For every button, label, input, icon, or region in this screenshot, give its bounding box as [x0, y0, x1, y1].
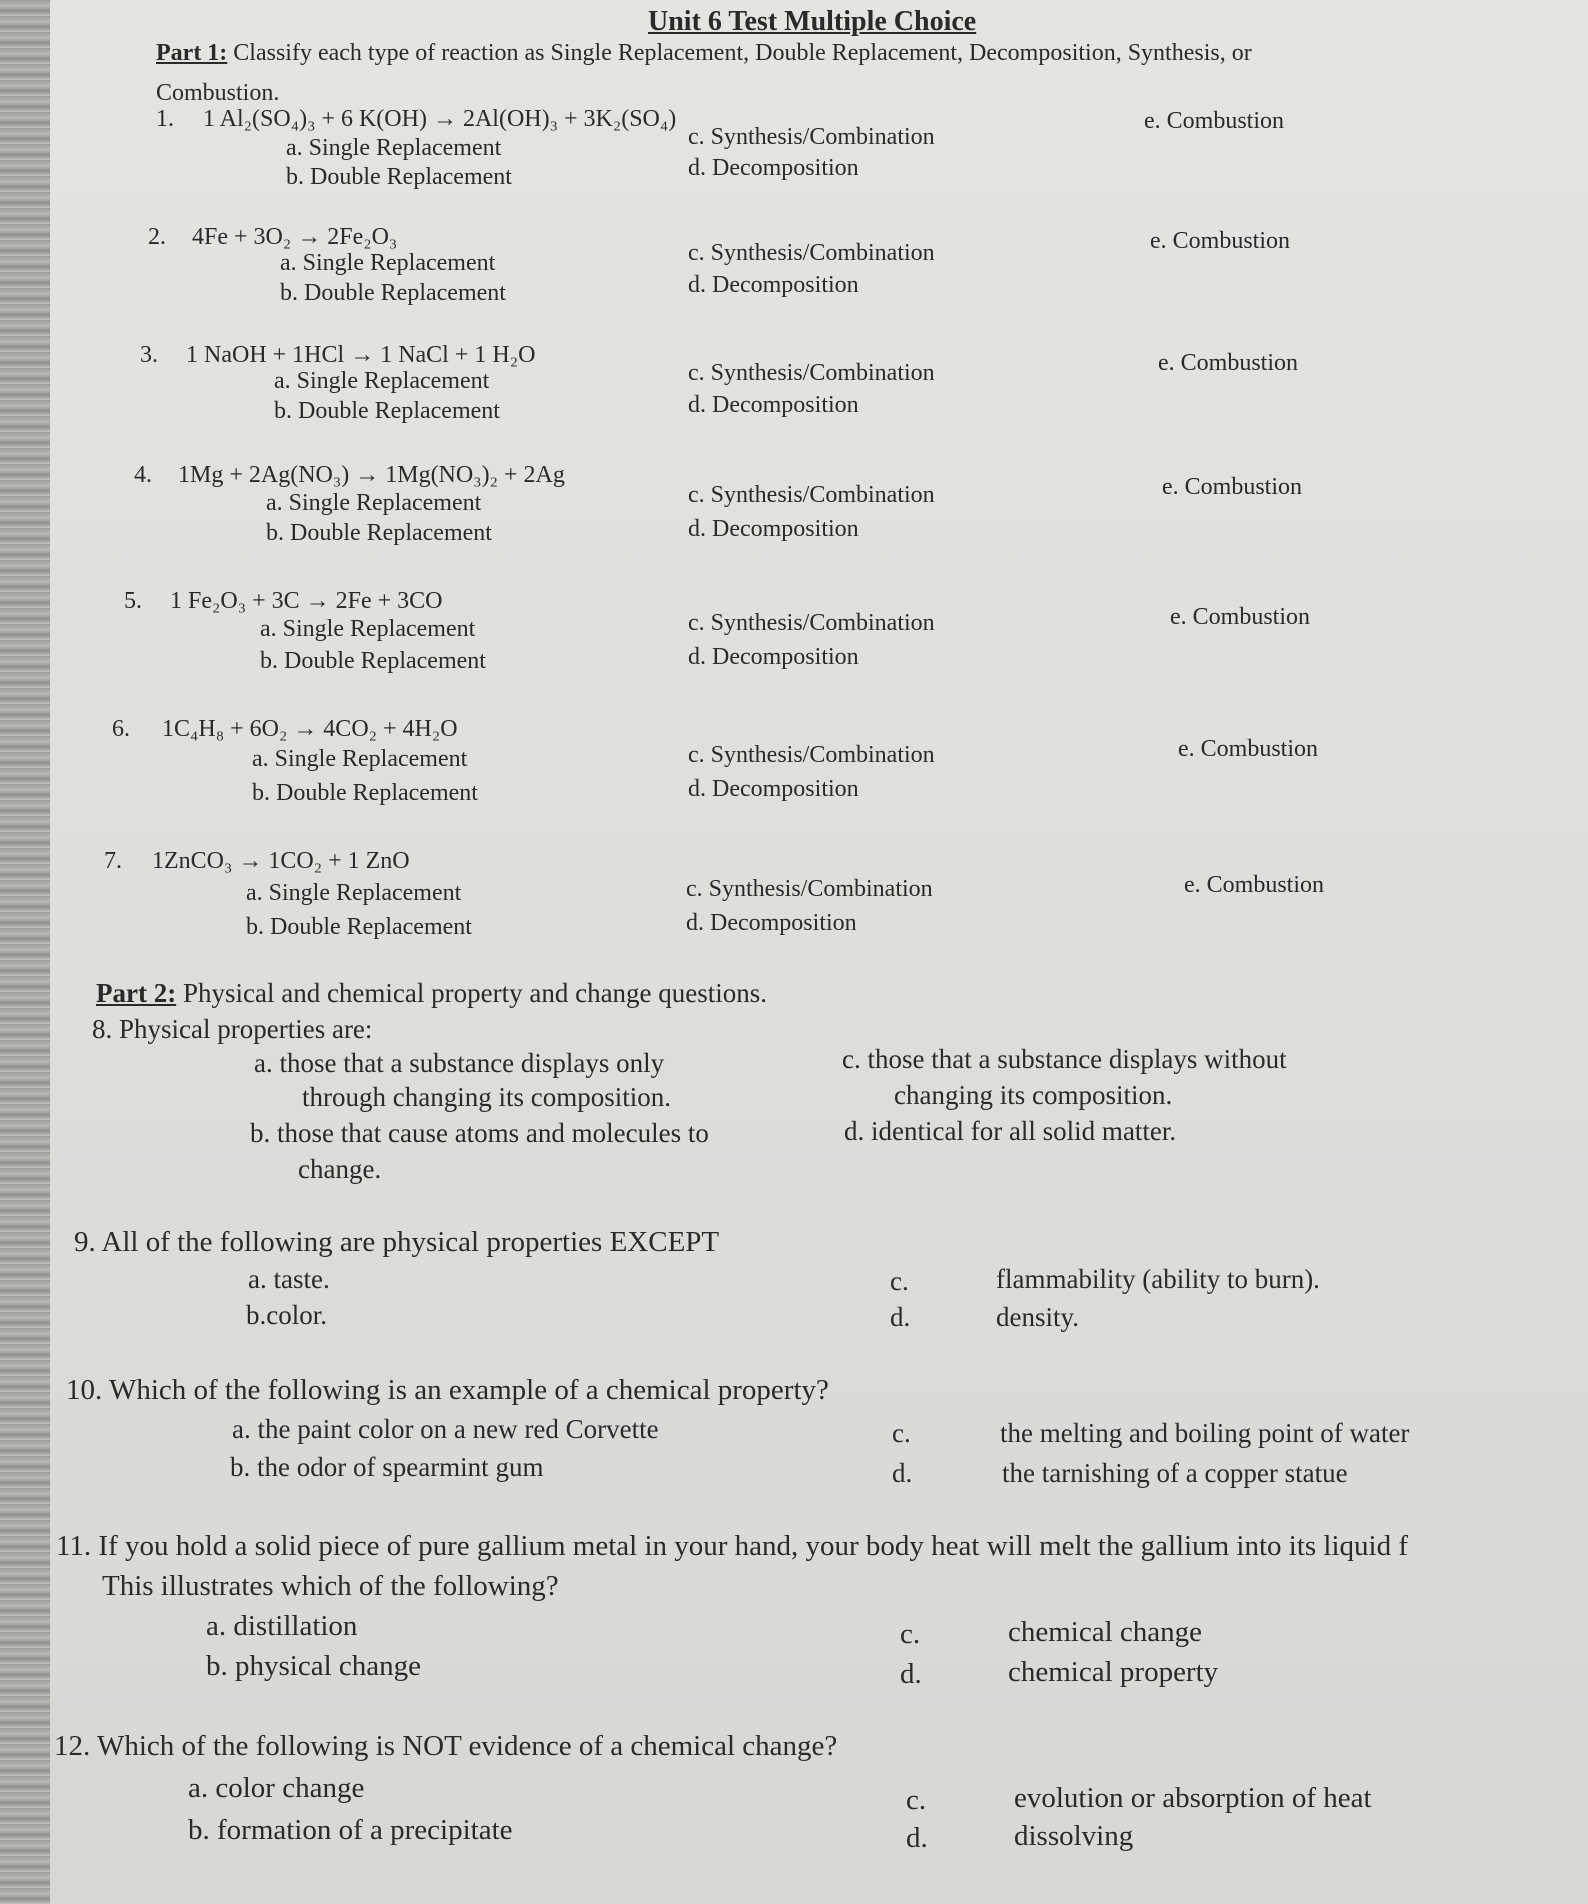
- q12-option-c[interactable]: evolution or absorption of heat: [1014, 1782, 1372, 1814]
- q4-equation: 1Mg + 2Ag(NO₃) → 1Mg(NO₃)₂ + 2Ag: [178, 462, 565, 488]
- q12-stem: 12. Which of the following is NOT evidence of a chemical change?: [54, 1730, 838, 1762]
- q12-option-a[interactable]: a. color change: [188, 1772, 365, 1804]
- q10-option-d[interactable]: the tarnishing of a copper statue: [1002, 1458, 1348, 1488]
- q12-option-d-letter: d.: [906, 1822, 928, 1854]
- q1-option-b[interactable]: b. Double Replacement: [286, 164, 512, 190]
- part2-heading: [96, 978, 767, 1009]
- q7-option-c[interactable]: c. Synthesis/Combination: [686, 876, 933, 902]
- q7-option-b[interactable]: b. Double Replacement: [246, 914, 472, 940]
- q10-option-a[interactable]: a. the paint color on a new red Corvette: [232, 1414, 659, 1444]
- q5-option-e[interactable]: e. Combustion: [1170, 604, 1311, 630]
- q11-option-c[interactable]: chemical change: [1008, 1616, 1203, 1648]
- part1-instructions-line2: Combustion.: [156, 80, 280, 106]
- q3-equation: 1 NaOH + 1HCl → 1 NaCl + 1 H₂O: [186, 342, 536, 368]
- q6-option-b[interactable]: b. Double Replacement: [252, 780, 478, 806]
- q2-option-d[interactable]: d. Decomposition: [688, 272, 859, 298]
- q11-option-a[interactable]: a. distillation: [206, 1610, 358, 1642]
- part2-label: Part 2:: [96, 978, 177, 1008]
- q9-option-d-letter: d.: [890, 1302, 911, 1332]
- q4-number: 4.: [134, 462, 152, 488]
- part2-heading-text: Physical and chemical property and change questions.: [182, 978, 768, 1008]
- q4-option-e[interactable]: e. Combustion: [1162, 474, 1303, 500]
- q3-option-b[interactable]: b. Double Replacement: [274, 398, 500, 424]
- q1-number: 1.: [156, 106, 174, 132]
- q9-option-d[interactable]: density.: [996, 1302, 1079, 1332]
- q9-option-c-letter: c.: [890, 1266, 909, 1296]
- q9-option-a[interactable]: a. taste.: [248, 1264, 330, 1294]
- q8-option-c[interactable]: c. those that a substance displays without: [842, 1044, 1287, 1074]
- q2-equation: 4Fe + 3O₂ → 2Fe₂O₃: [192, 224, 398, 250]
- q10-option-b[interactable]: b. the odor of spearmint gum: [230, 1452, 544, 1482]
- q8-option-a-cont: through changing its composition.: [302, 1082, 671, 1112]
- part1-instructions-line1: Classify each type of reaction as Single Replacement, Double Replacement, Decomposition, Synthesis, or: [233, 40, 1252, 66]
- q12-option-c-letter: c.: [906, 1784, 927, 1816]
- q8-option-a[interactable]: a. those that a substance displays only: [254, 1048, 665, 1078]
- q11-option-d-letter: d.: [900, 1658, 922, 1690]
- q12-option-b[interactable]: b. formation of a precipitate: [188, 1814, 513, 1846]
- q2-number: 2.: [148, 224, 166, 250]
- q11-option-b[interactable]: b. physical change: [206, 1650, 422, 1682]
- q2-option-c[interactable]: c. Synthesis/Combination: [688, 240, 935, 266]
- q5-option-b[interactable]: b. Double Replacement: [260, 648, 486, 674]
- q10-option-c[interactable]: the melting and boiling point of water: [1000, 1418, 1410, 1448]
- q3-option-e[interactable]: e. Combustion: [1158, 350, 1299, 376]
- q10-option-d-letter: d.: [892, 1458, 913, 1488]
- q4-option-d[interactable]: d. Decomposition: [688, 516, 859, 542]
- q8-option-d[interactable]: d. identical for all solid matter.: [844, 1116, 1177, 1146]
- q2-option-a[interactable]: a. Single Replacement: [280, 250, 496, 276]
- part1-instructions: [156, 40, 1252, 67]
- q1-option-a[interactable]: a. Single Replacement: [286, 135, 502, 161]
- q8-option-b[interactable]: b. those that cause atoms and molecules to: [250, 1118, 709, 1148]
- q8-stem: 8. Physical properties are:: [92, 1014, 373, 1044]
- q6-option-e[interactable]: e. Combustion: [1178, 736, 1319, 762]
- q11-stem: 11. If you hold a solid piece of pure gallium metal in your hand, your body heat will melt the gallium into its liquid f: [56, 1530, 1409, 1562]
- q3-option-c[interactable]: c. Synthesis/Combination: [688, 360, 935, 386]
- q3-option-a[interactable]: a. Single Replacement: [274, 368, 490, 394]
- q9-option-b[interactable]: b.color.: [246, 1300, 327, 1330]
- q2-option-b[interactable]: b. Double Replacement: [280, 280, 506, 306]
- q1-option-e[interactable]: e. Combustion: [1144, 108, 1285, 134]
- q8-option-b-cont: change.: [298, 1154, 382, 1184]
- q4-option-b[interactable]: b. Double Replacement: [266, 520, 492, 546]
- q6-option-c[interactable]: c. Synthesis/Combination: [688, 742, 935, 768]
- q10-option-c-letter: c.: [892, 1418, 911, 1448]
- q11-option-c-letter: c.: [900, 1618, 921, 1650]
- q3-number: 3.: [140, 342, 158, 368]
- q2-option-e[interactable]: e. Combustion: [1150, 228, 1291, 254]
- q1-equation: 1 Al₂(SO₄)₃ + 6 K(OH) → 2Al(OH)₃ + 3K₂(SO₄): [203, 106, 677, 132]
- q8-option-c-cont: changing its composition.: [894, 1080, 1173, 1110]
- q7-number: 7.: [104, 848, 122, 874]
- q5-equation: 1 Fe₂O₃ + 3C → 2Fe + 3CO: [170, 588, 443, 614]
- q11-stem-cont: This illustrates which of the following?: [102, 1570, 559, 1602]
- q7-option-d[interactable]: d. Decomposition: [686, 910, 857, 936]
- q5-option-d[interactable]: d. Decomposition: [688, 644, 859, 670]
- q5-number: 5.: [124, 588, 142, 614]
- page-title: Unit 6 Test Multiple Choice: [648, 6, 977, 37]
- q11-option-d[interactable]: chemical property: [1008, 1656, 1219, 1688]
- q4-option-a[interactable]: a. Single Replacement: [266, 490, 482, 516]
- page-edge-shadow: [0, 0, 50, 1904]
- q3-option-d[interactable]: d. Decomposition: [688, 392, 859, 418]
- q9-stem: 9. All of the following are physical properties EXCEPT: [74, 1226, 720, 1258]
- q5-option-c[interactable]: c. Synthesis/Combination: [688, 610, 935, 636]
- q1-option-c[interactable]: c. Synthesis/Combination: [688, 124, 935, 150]
- q6-number: 6.: [112, 716, 130, 742]
- q7-option-e[interactable]: e. Combustion: [1184, 872, 1325, 898]
- q5-option-a[interactable]: a. Single Replacement: [260, 616, 476, 642]
- q6-option-d[interactable]: d. Decomposition: [688, 776, 859, 802]
- q7-option-a[interactable]: a. Single Replacement: [246, 880, 462, 906]
- q10-stem: 10. Which of the following is an example of a chemical property?: [66, 1374, 829, 1406]
- q9-option-c[interactable]: flammability (ability to burn).: [996, 1264, 1320, 1294]
- part1-label: Part 1:: [156, 40, 228, 66]
- q6-option-a[interactable]: a. Single Replacement: [252, 746, 468, 772]
- q12-option-d[interactable]: dissolving: [1014, 1820, 1134, 1852]
- q4-option-c[interactable]: c. Synthesis/Combination: [688, 482, 935, 508]
- q1-option-d[interactable]: d. Decomposition: [688, 155, 859, 181]
- q7-equation: 1ZnCO₃ → 1CO₂ + 1 ZnO: [152, 848, 410, 874]
- q6-equation: 1C₄H₈ + 6O₂ → 4CO₂ + 4H₂O: [162, 716, 458, 742]
